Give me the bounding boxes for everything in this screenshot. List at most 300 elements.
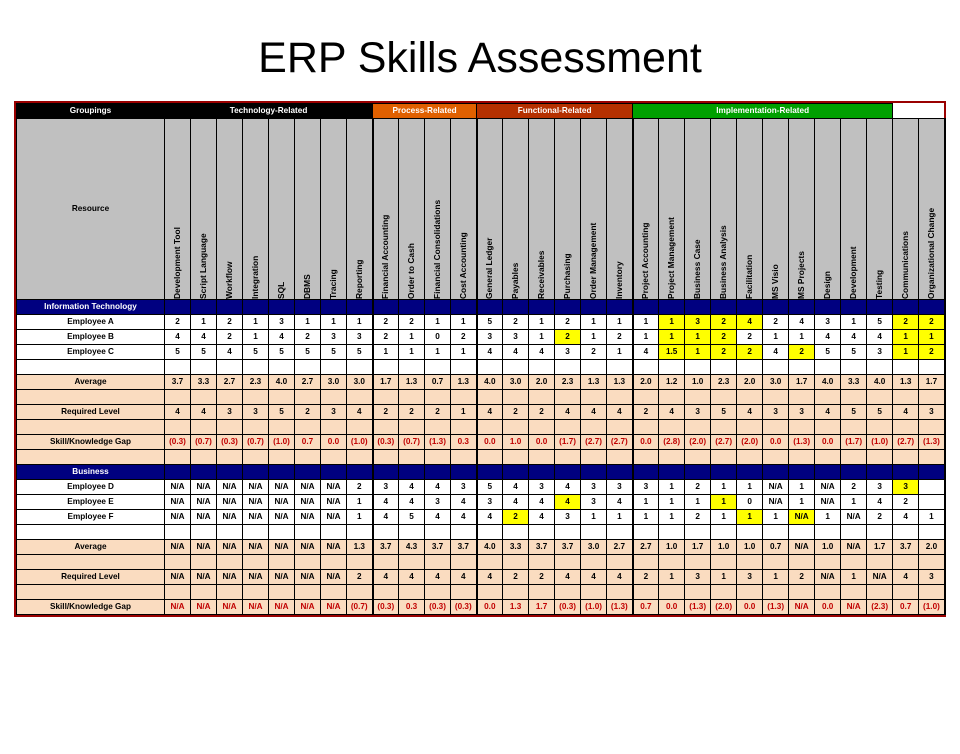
cell: 3 (685, 570, 711, 585)
spacer-cell (763, 555, 789, 570)
cell: 3 (919, 405, 945, 420)
spacer-cell (737, 360, 763, 375)
spacer-cell (269, 390, 295, 405)
cell: 2.0 (919, 540, 945, 555)
section-fill (243, 300, 269, 315)
cell: 1 (685, 345, 711, 360)
cell: N/A (815, 480, 841, 495)
cell: 4 (191, 405, 217, 420)
section-fill (633, 465, 659, 480)
cell: (0.3) (373, 435, 399, 450)
cell: (0.3) (165, 435, 191, 450)
skill-header: Development (841, 119, 867, 300)
cell: (2.7) (607, 435, 633, 450)
cell: N/A (165, 480, 191, 495)
spacer-cell (373, 390, 399, 405)
cell: N/A (217, 570, 243, 585)
cell: 3 (867, 345, 893, 360)
cell: (2.3) (867, 600, 893, 615)
cell: N/A (295, 480, 321, 495)
cell: 0.7 (633, 600, 659, 615)
spacer-cell (581, 420, 607, 435)
spacer-cell (893, 360, 919, 375)
spacer-cell (607, 555, 633, 570)
cell: 1.7 (529, 600, 555, 615)
spacer-cell (217, 390, 243, 405)
cell: 3.0 (347, 375, 373, 390)
cell: 4 (347, 405, 373, 420)
cell: (2.0) (737, 435, 763, 450)
skill-header: Reporting (347, 119, 373, 300)
spacer-cell (815, 390, 841, 405)
cell: 4 (477, 405, 503, 420)
spacer-cell (373, 450, 399, 465)
cell: 1.3 (893, 375, 919, 390)
cell: 2 (555, 330, 581, 345)
cell: 2 (711, 315, 737, 330)
row-label: Skill/Knowledge Gap (17, 435, 165, 450)
spacer-cell (347, 585, 373, 600)
section-fill (165, 300, 191, 315)
cell: 3.3 (841, 375, 867, 390)
skill-header: Development Tool (165, 119, 191, 300)
cell: 1.7 (789, 375, 815, 390)
cell: (2.7) (893, 435, 919, 450)
cell: N/A (295, 540, 321, 555)
spacer-cell (737, 525, 763, 540)
spacer-cell (555, 360, 581, 375)
cell: 1 (607, 510, 633, 525)
cell: 3.3 (191, 375, 217, 390)
cell: 2 (373, 330, 399, 345)
cell: 3 (451, 480, 477, 495)
cell: (1.0) (919, 600, 945, 615)
cell: 1.3 (503, 600, 529, 615)
row-label: Skill/Knowledge Gap (17, 600, 165, 615)
spacer-cell (893, 420, 919, 435)
cell: 2 (503, 570, 529, 585)
spacer-cell (399, 555, 425, 570)
cell: 2 (893, 315, 919, 330)
spacer-cell (659, 525, 685, 540)
section-fill (789, 300, 815, 315)
spacer-cell (581, 555, 607, 570)
section-fill (815, 300, 841, 315)
cell: 1 (347, 510, 373, 525)
spacer-cell (685, 360, 711, 375)
cell: (0.3) (373, 600, 399, 615)
spacer-cell (555, 525, 581, 540)
cell: 1.3 (607, 375, 633, 390)
spacer-cell (841, 525, 867, 540)
spacer-row (17, 585, 945, 600)
spacer-cell (841, 555, 867, 570)
spacer-cell (451, 450, 477, 465)
section-row-0 (17, 300, 945, 315)
section-fill (685, 300, 711, 315)
section-fill (269, 300, 295, 315)
spacer-cell (347, 390, 373, 405)
cell: 4 (737, 405, 763, 420)
spacer-cell (503, 390, 529, 405)
spacer-cell (711, 555, 737, 570)
spacer-cell (737, 390, 763, 405)
spacer-cell (399, 360, 425, 375)
cell (919, 495, 945, 510)
cell: 3 (581, 495, 607, 510)
cell: 3 (685, 315, 711, 330)
spacer-cell (763, 420, 789, 435)
spacer-cell (503, 555, 529, 570)
cell: (1.7) (841, 435, 867, 450)
spacer-cell (867, 555, 893, 570)
row-label: Average (17, 540, 165, 555)
spacer-cell (763, 525, 789, 540)
spacer-cell (321, 450, 347, 465)
spacer-cell (581, 525, 607, 540)
cell: 1.0 (815, 540, 841, 555)
cell: 4 (555, 405, 581, 420)
spacer-cell (893, 525, 919, 540)
spacer-cell (165, 585, 191, 600)
cell: 4 (529, 495, 555, 510)
cell: 3 (815, 315, 841, 330)
cell: 4 (893, 570, 919, 585)
section-fill (659, 465, 685, 480)
cell: (2.0) (711, 600, 737, 615)
cell: 4 (503, 495, 529, 510)
section-fill (919, 300, 945, 315)
cell: 1 (191, 315, 217, 330)
spacer-row (17, 420, 945, 435)
cell: 2 (529, 405, 555, 420)
gap-row (17, 435, 945, 450)
spacer-row (17, 450, 945, 465)
cell: 2 (763, 315, 789, 330)
cell: 0.0 (321, 435, 347, 450)
cell: (1.3) (763, 600, 789, 615)
cell: 0.0 (633, 435, 659, 450)
section-fill (581, 465, 607, 480)
cell: 4 (373, 510, 399, 525)
group-header-0: Technology-Related (165, 104, 373, 119)
cell: N/A (815, 495, 841, 510)
section-fill (815, 465, 841, 480)
spacer-cell (685, 390, 711, 405)
cell: N/A (321, 480, 347, 495)
spacer-cell (373, 420, 399, 435)
cell: 4 (529, 510, 555, 525)
spacer-cell (217, 525, 243, 540)
section-fill (633, 300, 659, 315)
cell: 1.5 (659, 345, 685, 360)
cell: (0.3) (555, 600, 581, 615)
cell: (1.7) (555, 435, 581, 450)
spacer-cell (529, 555, 555, 570)
cell: 2 (347, 480, 373, 495)
cell: 0.7 (425, 375, 451, 390)
spacer-cell (425, 390, 451, 405)
spacer-cell (789, 390, 815, 405)
spacer-cell (711, 420, 737, 435)
cell: 1 (711, 570, 737, 585)
cell: 5 (815, 345, 841, 360)
spacer-cell (659, 555, 685, 570)
skill-header: MS Visio (763, 119, 789, 300)
cell: 0 (737, 495, 763, 510)
cell: 4 (503, 480, 529, 495)
spacer-cell (555, 450, 581, 465)
cell: 3 (529, 480, 555, 495)
cell: N/A (165, 600, 191, 615)
spacer-cell (477, 420, 503, 435)
cell: N/A (763, 480, 789, 495)
spacer-cell (815, 585, 841, 600)
section-title: Business (17, 465, 165, 480)
cell: 1 (841, 495, 867, 510)
cell: N/A (243, 540, 269, 555)
spacer-cell (685, 450, 711, 465)
spacer-cell (685, 525, 711, 540)
section-fill (763, 300, 789, 315)
spacer-cell (815, 450, 841, 465)
spacer-cell (633, 450, 659, 465)
spacer-cell (633, 420, 659, 435)
cell: 1 (763, 510, 789, 525)
spacer-cell (841, 450, 867, 465)
spacer (17, 555, 165, 570)
cell: 4.0 (477, 540, 503, 555)
cell: 2 (425, 405, 451, 420)
cell: 0.0 (477, 435, 503, 450)
cell: 1.3 (581, 375, 607, 390)
cell: 5 (867, 405, 893, 420)
cell: 0.3 (399, 600, 425, 615)
cell: (0.7) (347, 600, 373, 615)
spacer-cell (581, 450, 607, 465)
spacer-cell (217, 555, 243, 570)
cell: 1 (425, 315, 451, 330)
spacer-cell (581, 360, 607, 375)
cell: 1 (347, 495, 373, 510)
cell: 4 (399, 480, 425, 495)
spacer-cell (243, 360, 269, 375)
cell: 1 (373, 345, 399, 360)
spacer-cell (633, 585, 659, 600)
cell: 3.7 (529, 540, 555, 555)
skill-header: Communications (893, 119, 919, 300)
cell: 4.0 (477, 375, 503, 390)
spacer-cell (295, 585, 321, 600)
spacer-cell (477, 585, 503, 600)
cell: N/A (191, 495, 217, 510)
cell: 0.0 (737, 600, 763, 615)
cell: 4.0 (269, 375, 295, 390)
cell: 4 (581, 405, 607, 420)
cell: (0.3) (217, 435, 243, 450)
spacer-cell (425, 420, 451, 435)
cell: 4 (165, 330, 191, 345)
cell: 1 (659, 480, 685, 495)
skill-header: Workflow (217, 119, 243, 300)
cell: 1 (685, 495, 711, 510)
row-label: Required Level (17, 570, 165, 585)
cell: 3 (243, 405, 269, 420)
cell: N/A (295, 495, 321, 510)
spacer-cell (659, 585, 685, 600)
cell: 1 (243, 315, 269, 330)
cell: 4 (659, 405, 685, 420)
row-label: Employee A (17, 315, 165, 330)
section-title: Information Technology (17, 300, 165, 315)
cell: N/A (191, 600, 217, 615)
spacer-cell (841, 420, 867, 435)
skills-matrix-table (16, 103, 946, 615)
section-fill (711, 465, 737, 480)
spacer-cell (269, 420, 295, 435)
section-fill (763, 465, 789, 480)
section-fill (867, 300, 893, 315)
cell: 3.7 (451, 540, 477, 555)
cell: 1 (607, 315, 633, 330)
cell: 2 (529, 570, 555, 585)
cell: 3 (919, 570, 945, 585)
spacer-cell (789, 420, 815, 435)
spacer-cell (295, 525, 321, 540)
cell: N/A (165, 540, 191, 555)
cell: N/A (763, 495, 789, 510)
spacer-cell (737, 420, 763, 435)
group-header-3: Implementation-Related (633, 104, 893, 119)
row-label: Employee F (17, 510, 165, 525)
cell: N/A (243, 480, 269, 495)
spacer-cell (893, 450, 919, 465)
cell: 2 (451, 330, 477, 345)
cell: N/A (269, 600, 295, 615)
spacer-cell (191, 360, 217, 375)
cell: (1.0) (867, 435, 893, 450)
cell: 4 (269, 330, 295, 345)
section-fill (711, 300, 737, 315)
spacer-cell (477, 390, 503, 405)
cell: 0.0 (815, 600, 841, 615)
skill-header: DBMS (295, 119, 321, 300)
spacer-cell (555, 555, 581, 570)
spacer-cell (451, 420, 477, 435)
spacer-cell (451, 525, 477, 540)
cell: 2 (295, 330, 321, 345)
spacer-cell (737, 585, 763, 600)
section-fill (919, 465, 945, 480)
cell: (2.0) (685, 435, 711, 450)
section-fill (867, 465, 893, 480)
cell: 1.3 (399, 375, 425, 390)
spacer-cell (347, 450, 373, 465)
cell: 1 (581, 315, 607, 330)
cell: 2 (607, 330, 633, 345)
cell: 4 (815, 405, 841, 420)
cell: 3 (633, 480, 659, 495)
spacer-cell (529, 360, 555, 375)
skill-header: SQL (269, 119, 295, 300)
spacer-cell (841, 390, 867, 405)
spacer-cell (555, 390, 581, 405)
cell: 5 (269, 405, 295, 420)
cell: 1 (607, 345, 633, 360)
cell: 2 (633, 405, 659, 420)
cell: 4 (191, 330, 217, 345)
cell: 2 (165, 315, 191, 330)
spacer-cell (243, 525, 269, 540)
cell: 1.0 (659, 540, 685, 555)
spacer-cell (243, 390, 269, 405)
group-header-1: Process-Related (373, 104, 477, 119)
cell: 2 (373, 405, 399, 420)
spacer-cell (607, 450, 633, 465)
spacer-cell (633, 360, 659, 375)
cell: 3.7 (165, 375, 191, 390)
cell: 4 (763, 345, 789, 360)
cell: N/A (165, 510, 191, 525)
spacer-cell (763, 390, 789, 405)
section-fill (321, 300, 347, 315)
cell: N/A (217, 600, 243, 615)
spacer-cell (165, 390, 191, 405)
cell: 4 (607, 495, 633, 510)
cell: 4 (373, 570, 399, 585)
cell: N/A (789, 540, 815, 555)
spacer-cell (399, 525, 425, 540)
cell: 1.3 (347, 540, 373, 555)
cell: 1 (841, 570, 867, 585)
spacer-cell (607, 525, 633, 540)
spacer-cell (867, 525, 893, 540)
cell: 3 (607, 480, 633, 495)
spacer-cell (269, 360, 295, 375)
cell: 1 (633, 315, 659, 330)
spacer-cell (503, 525, 529, 540)
spacer-cell (867, 585, 893, 600)
spacer-cell (815, 525, 841, 540)
cell: N/A (269, 540, 295, 555)
cell: 4 (477, 345, 503, 360)
cell: 3 (685, 405, 711, 420)
spacer-cell (659, 360, 685, 375)
section-fill (451, 300, 477, 315)
skill-header: MS Projects (789, 119, 815, 300)
cell: 2 (503, 510, 529, 525)
spacer-cell (919, 390, 945, 405)
skill-header: Inventory (607, 119, 633, 300)
spacer-cell (607, 390, 633, 405)
cell: N/A (243, 495, 269, 510)
skill-header: Business Analysis (711, 119, 737, 300)
cell: (0.7) (243, 435, 269, 450)
cell: N/A (191, 510, 217, 525)
section-fill (893, 465, 919, 480)
section-fill (373, 300, 399, 315)
section-fill (399, 300, 425, 315)
cell: (2.7) (711, 435, 737, 450)
cell: 4 (555, 495, 581, 510)
section-fill (425, 300, 451, 315)
cell: 3 (581, 480, 607, 495)
section-fill (347, 300, 373, 315)
group-header-2: Functional-Related (477, 104, 633, 119)
spacer-cell (373, 585, 399, 600)
cell: N/A (321, 570, 347, 585)
cell: 5 (165, 345, 191, 360)
